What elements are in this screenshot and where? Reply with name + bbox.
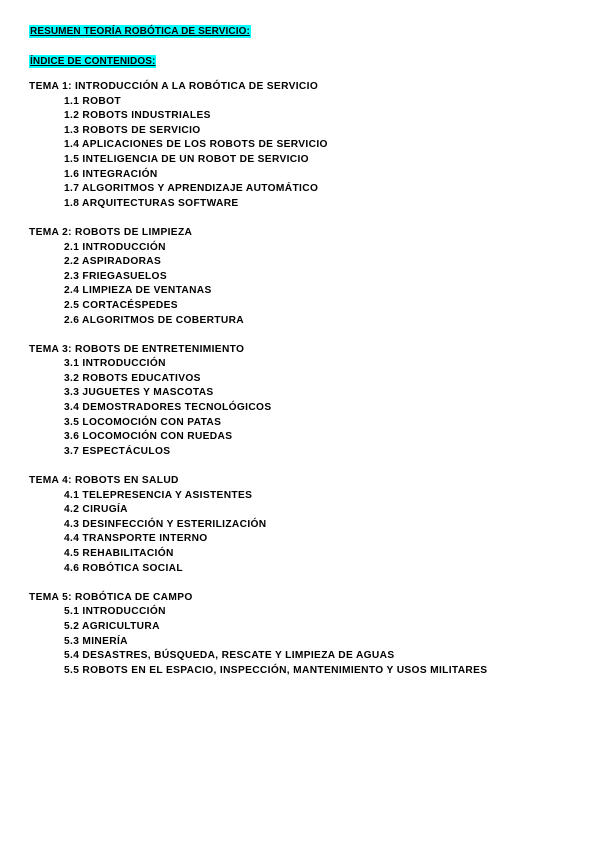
table-of-contents bbox=[29, 80, 589, 678]
toc-item: 5.3 MINERÍA bbox=[64, 635, 128, 647]
toc-section bbox=[29, 226, 589, 328]
toc-section bbox=[29, 343, 589, 460]
section-heading: TEMA 4: ROBOTS EN SALUD bbox=[29, 475, 179, 487]
toc-item: 4.6 ROBÓTICA SOCIAL bbox=[64, 562, 183, 574]
toc-item: 2.5 CORTACÉSPEDES bbox=[64, 299, 178, 311]
index-heading: ÍNDICE DE CONTENIDOS: bbox=[30, 56, 156, 67]
toc-item: 3.5 LOCOMOCIÓN CON PATAS bbox=[64, 416, 222, 428]
toc-item: 1.8 ARQUITECTURAS SOFTWARE bbox=[64, 197, 239, 209]
toc-item: 2.2 ASPIRADORAS bbox=[64, 256, 162, 268]
section-heading: TEMA 2: ROBOTS DE LIMPIEZA bbox=[29, 226, 193, 238]
toc-item: 3.3 JUGUETES Y MASCOTAS bbox=[64, 387, 214, 399]
toc-item: 4.2 CIRUGÍA bbox=[64, 504, 128, 516]
toc-item: 5.4 DESASTRES, BÚSQUEDA, RESCATE Y LIMPIEZA DE AGUAS bbox=[64, 650, 395, 662]
section-heading: TEMA 5: ROBÓTICA DE CAMPO bbox=[29, 591, 193, 603]
toc-item: 3.7 ESPECTÁCULOS bbox=[64, 445, 171, 457]
toc-item: 5.5 ROBOTS EN EL ESPACIO, INSPECCIÓN, MANTENIMIENTO Y USOS MILITARES bbox=[64, 664, 488, 676]
section-heading: TEMA 1: INTRODUCCIÓN A LA ROBÓTICA DE SERVICIO bbox=[29, 81, 319, 92]
toc-item: 2.1 INTRODUCCIÓN bbox=[64, 241, 166, 253]
toc-item: 1.7 ALGORITMOS Y APRENDIZAJE AUTOMÁTICO bbox=[64, 183, 319, 195]
toc-item: 3.6 LOCOMOCIÓN CON RUEDAS bbox=[64, 431, 233, 443]
toc-item: 5.2 AGRICULTURA bbox=[64, 620, 160, 632]
toc-item: 4.5 REHABILITACIÓN bbox=[64, 548, 174, 559]
toc-section bbox=[29, 591, 589, 679]
toc-item: 3.4 DEMOSTRADORES TECNOLÓGICOS bbox=[64, 402, 272, 414]
section-heading: TEMA 3: ROBOTS DE ENTRETENIMIENTO bbox=[29, 343, 245, 355]
toc-item: 1.1 ROBOT bbox=[64, 95, 121, 107]
toc-item: 2.4 LIMPIEZA DE VENTANAS bbox=[64, 285, 212, 297]
document-body bbox=[29, 21, 589, 693]
toc-item: 3.2 ROBOTS EDUCATIVOS bbox=[64, 372, 201, 384]
toc-item: 4.4 TRANSPORTE INTERNO bbox=[64, 533, 208, 545]
document-title: RESUMEN TEORÍA ROBÓTICA DE SERVICIO: bbox=[30, 26, 250, 37]
toc-item: 4.1 TELEPRESENCIA Y ASISTENTES bbox=[64, 489, 253, 501]
toc-item: 1.5 INTELIGENCIA DE UN ROBOT DE SERVICIO bbox=[64, 153, 309, 165]
toc-item: 3.1 INTRODUCCIÓN bbox=[64, 358, 166, 370]
toc-section bbox=[29, 80, 589, 211]
toc-item: 1.2 ROBOTS INDUSTRIALES bbox=[64, 110, 211, 122]
toc-item: 2.6 ALGORITMOS DE COBERTURA bbox=[64, 314, 245, 326]
toc-item: 1.4 APLICACIONES DE LOS ROBOTS DE SERVICIO bbox=[64, 139, 328, 151]
toc-item: 5.1 INTRODUCCIÓN bbox=[64, 606, 166, 618]
toc-item: 4.3 DESINFECCIÓN Y ESTERILIZACIÓN bbox=[64, 518, 267, 530]
toc-item: 1.3 ROBOTS DE SERVICIO bbox=[64, 124, 201, 136]
toc-section bbox=[29, 474, 589, 576]
toc-item: 2.3 FRIEGASUELOS bbox=[64, 270, 167, 282]
toc-item: 1.6 INTEGRACIÓN bbox=[64, 168, 158, 180]
